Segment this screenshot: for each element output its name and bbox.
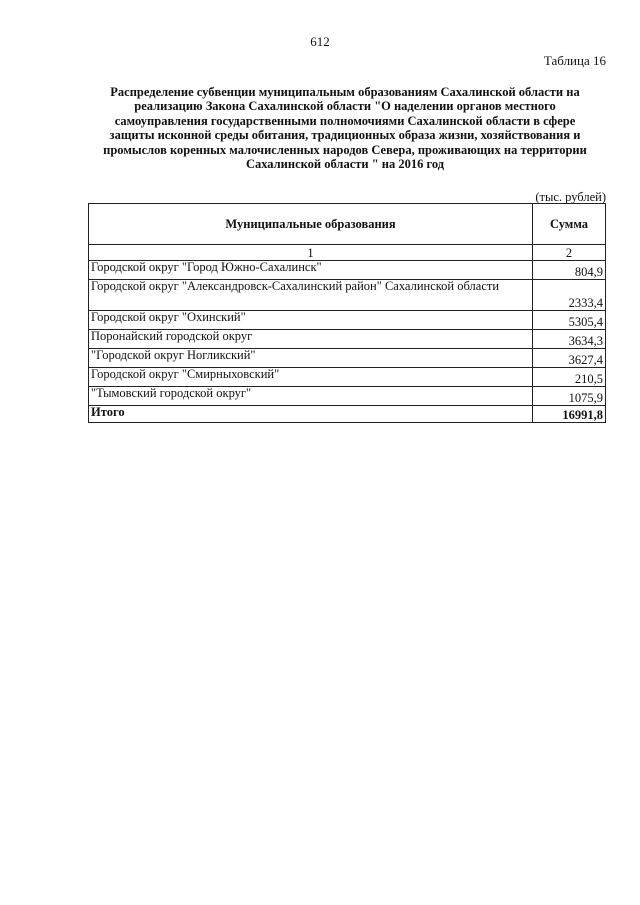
municipality-name: "Городской округ Ногликский"	[89, 349, 533, 368]
amount-value: 5305,4	[533, 311, 606, 330]
header-municipalities: Муниципальные образования	[89, 204, 533, 245]
total-row	[89, 406, 606, 423]
amount-value: 1075,9	[533, 387, 606, 406]
total-amount: 16991,8	[533, 406, 606, 423]
table-header-row	[89, 204, 606, 245]
column-number-row	[89, 245, 606, 261]
amount-value: 3627,4	[533, 349, 606, 368]
table-row	[89, 349, 606, 368]
page-number: 612	[310, 34, 330, 49]
title-line: реализацию Закона Сахалинской области "О наделении органов местного	[134, 99, 556, 114]
table-row	[89, 311, 606, 330]
column-number: 2	[533, 245, 606, 261]
municipality-name: Городской округ "Смирныховский"	[89, 368, 533, 387]
units-label: (тыс. рублей)	[535, 190, 606, 204]
table-row	[89, 368, 606, 387]
municipality-name: Городской округ "Охинский"	[89, 311, 533, 330]
municipality-name: Городской округ "Город Южно-Сахалинск"	[89, 261, 533, 280]
table-row	[89, 330, 606, 349]
title-line: Распределение субвенции муниципальным образованиям Сахалинской области на	[110, 85, 580, 99]
title-line: самоуправления государственными полномочиями Сахалинской области в сфере	[114, 113, 576, 128]
document-title	[95, 85, 595, 171]
table-row	[89, 387, 606, 406]
municipality-name: Городской округ "Александровск-Сахалинский район" Сахалинской области	[89, 280, 533, 311]
subsidy-table	[88, 203, 606, 423]
amount-value: 2333,4	[533, 280, 606, 311]
table-row	[89, 261, 606, 280]
title-line: защиты исконной среды обитания, традиционных образа жизни, хозяйствования и	[109, 128, 581, 143]
amount-value: 210,5	[533, 368, 606, 387]
table-row	[89, 280, 606, 311]
column-number: 1	[89, 245, 533, 261]
table-label: Таблица 16	[543, 53, 606, 68]
municipality-name: Поронайский городской округ	[89, 330, 533, 349]
title-line: промыслов коренных малочисленных народов Севера, проживающих на территории	[103, 142, 587, 157]
title-line: Сахалинской области " на 2016 год	[245, 157, 445, 172]
header-amount: Сумма	[533, 204, 606, 245]
amount-value: 804,9	[533, 261, 606, 280]
municipality-name: "Тымовский городской округ"	[89, 387, 533, 406]
total-label: Итого	[89, 406, 533, 423]
amount-value: 3634,3	[533, 330, 606, 349]
